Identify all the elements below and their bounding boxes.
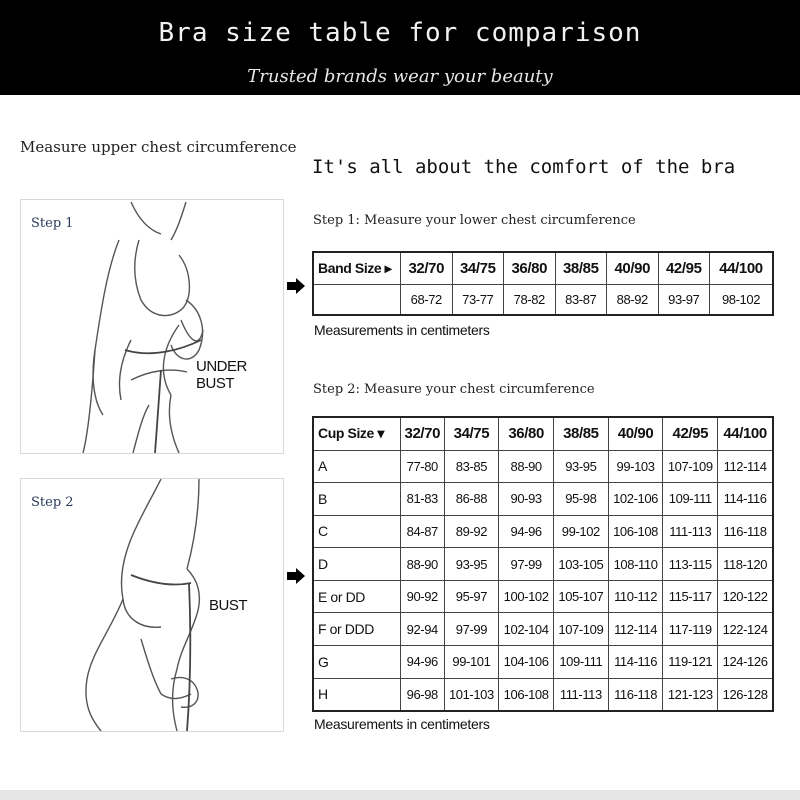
band-size-header-row	[313, 252, 773, 284]
cup-size-table	[312, 416, 774, 712]
header-banner	[0, 0, 800, 95]
table-cell: 116-118	[718, 515, 773, 548]
table-cell: 124-126	[718, 646, 773, 679]
band-size-table	[312, 251, 774, 316]
column-header: 32/70	[401, 417, 445, 450]
table-cell: 115-117	[663, 580, 718, 613]
step2-panel-label: Step 2	[31, 495, 74, 510]
table-cell: 83-87	[555, 284, 607, 315]
table-cell: 107-109	[663, 450, 718, 483]
table-cell: 95-98	[553, 483, 608, 516]
table-cell: 102-104	[499, 613, 554, 646]
under-bust-figure-illustration	[21, 200, 283, 453]
step1-panel-label: Step 1	[31, 216, 74, 231]
table-cell: 81-83	[401, 483, 445, 516]
table-cell: 116-118	[608, 678, 663, 711]
column-header: 44/100	[710, 252, 774, 284]
table-cell: 88-92	[607, 284, 659, 315]
right-arrow-icon	[287, 278, 305, 297]
table-cell: 111-113	[553, 678, 608, 711]
cup-row-label: B	[313, 483, 401, 516]
column-header: 34/75	[452, 252, 504, 284]
table-cell: 99-103	[608, 450, 663, 483]
table-cell: 88-90	[401, 548, 445, 581]
table-row	[313, 548, 773, 581]
column-header: 42/95	[663, 417, 718, 450]
column-header: 42/95	[658, 252, 710, 284]
cup-size-header-row	[313, 417, 773, 450]
column-header: 36/80	[499, 417, 554, 450]
cup-row-label: D	[313, 548, 401, 581]
table-cell: 113-115	[663, 548, 718, 581]
step2-measurement-note: Measurements in centimeters	[314, 716, 490, 732]
main-heading: It's all about the comfort of the bra	[312, 156, 736, 178]
table-cell: 107-109	[553, 613, 608, 646]
table-row	[313, 580, 773, 613]
table-cell: 94-96	[401, 646, 445, 679]
table-cell: 86-88	[444, 483, 499, 516]
step2-illustration-panel	[20, 478, 284, 732]
table-cell: 84-87	[401, 515, 445, 548]
table-cell: 100-102	[499, 580, 554, 613]
table-cell: 119-121	[663, 646, 718, 679]
column-header: 40/90	[607, 252, 659, 284]
table-cell: 90-92	[401, 580, 445, 613]
bust-label: BUST	[209, 597, 248, 614]
cup-row-label: A	[313, 450, 401, 483]
table-cell: 112-114	[718, 450, 773, 483]
table-cell: 101-103	[444, 678, 499, 711]
table-cell: 102-106	[608, 483, 663, 516]
column-header: 36/80	[504, 252, 556, 284]
right-arrow-icon	[287, 568, 305, 587]
table-row	[313, 613, 773, 646]
table-cell: 89-92	[444, 515, 499, 548]
column-header: 38/85	[555, 252, 607, 284]
table-row	[313, 678, 773, 711]
table-cell: 114-116	[608, 646, 663, 679]
step1-measurement-note: Measurements in centimeters	[314, 322, 490, 338]
cup-row-label: C	[313, 515, 401, 548]
table-cell: 120-122	[718, 580, 773, 613]
table-cell: 104-106	[499, 646, 554, 679]
table-cell: 93-95	[553, 450, 608, 483]
table-cell: 109-111	[663, 483, 718, 516]
table-row	[313, 483, 773, 516]
table-cell: 73-77	[452, 284, 504, 315]
table-cell: 106-108	[608, 515, 663, 548]
table-cell: 103-105	[553, 548, 608, 581]
table-cell: 109-111	[553, 646, 608, 679]
table-cell: 114-116	[718, 483, 773, 516]
table-cell: 105-107	[553, 580, 608, 613]
table-cell: 77-80	[401, 450, 445, 483]
cup-row-label: E or DD	[313, 580, 401, 613]
table-cell	[313, 284, 401, 315]
cup-row-label: G	[313, 646, 401, 679]
table-cell: 112-114	[608, 613, 663, 646]
table-cell: 111-113	[663, 515, 718, 548]
step1-heading: Step 1: Measure your lower chest circumference	[313, 213, 636, 228]
cup-size-corner: Cup Size ▾	[313, 417, 401, 450]
column-header: 44/100	[718, 417, 773, 450]
column-header: 40/90	[608, 417, 663, 450]
table-row	[313, 646, 773, 679]
table-cell: 117-119	[663, 613, 718, 646]
table-cell: 110-112	[608, 580, 663, 613]
table-row	[313, 515, 773, 548]
band-size-corner: Band Size ▸	[313, 252, 401, 284]
column-header: 32/70	[401, 252, 453, 284]
table-cell: 88-90	[499, 450, 554, 483]
table-cell: 92-94	[401, 613, 445, 646]
table-cell: 118-120	[718, 548, 773, 581]
step2-heading: Step 2: Measure your chest circumference	[313, 382, 595, 397]
table-row	[313, 450, 773, 483]
table-cell: 83-85	[444, 450, 499, 483]
table-cell: 98-102	[710, 284, 774, 315]
table-cell: 78-82	[504, 284, 556, 315]
cup-row-label: H	[313, 678, 401, 711]
column-header: 38/85	[553, 417, 608, 450]
table-cell: 99-101	[444, 646, 499, 679]
table-cell: 121-123	[663, 678, 718, 711]
table-cell: 108-110	[608, 548, 663, 581]
under-bust-label: UNDER BUST	[196, 358, 247, 392]
table-cell: 93-97	[658, 284, 710, 315]
table-cell: 95-97	[444, 580, 499, 613]
page-title: Bra size table for comparison	[158, 18, 642, 48]
left-caption: Measure upper chest circumference	[20, 138, 297, 156]
table-cell: 97-99	[499, 548, 554, 581]
table-cell: 96-98	[401, 678, 445, 711]
bottom-divider	[0, 790, 800, 800]
table-cell: 94-96	[499, 515, 554, 548]
column-header: 34/75	[444, 417, 499, 450]
step1-illustration-panel	[20, 199, 284, 454]
table-cell: 122-124	[718, 613, 773, 646]
table-cell: 97-99	[444, 613, 499, 646]
table-cell: 68-72	[401, 284, 453, 315]
table-cell: 93-95	[444, 548, 499, 581]
table-cell: 126-128	[718, 678, 773, 711]
table-cell: 106-108	[499, 678, 554, 711]
table-cell: 90-93	[499, 483, 554, 516]
table-cell: 99-102	[553, 515, 608, 548]
band-size-values-row	[313, 284, 773, 315]
page-subtitle: Trusted brands wear your beauty	[247, 66, 553, 87]
cup-row-label: F or DDD	[313, 613, 401, 646]
